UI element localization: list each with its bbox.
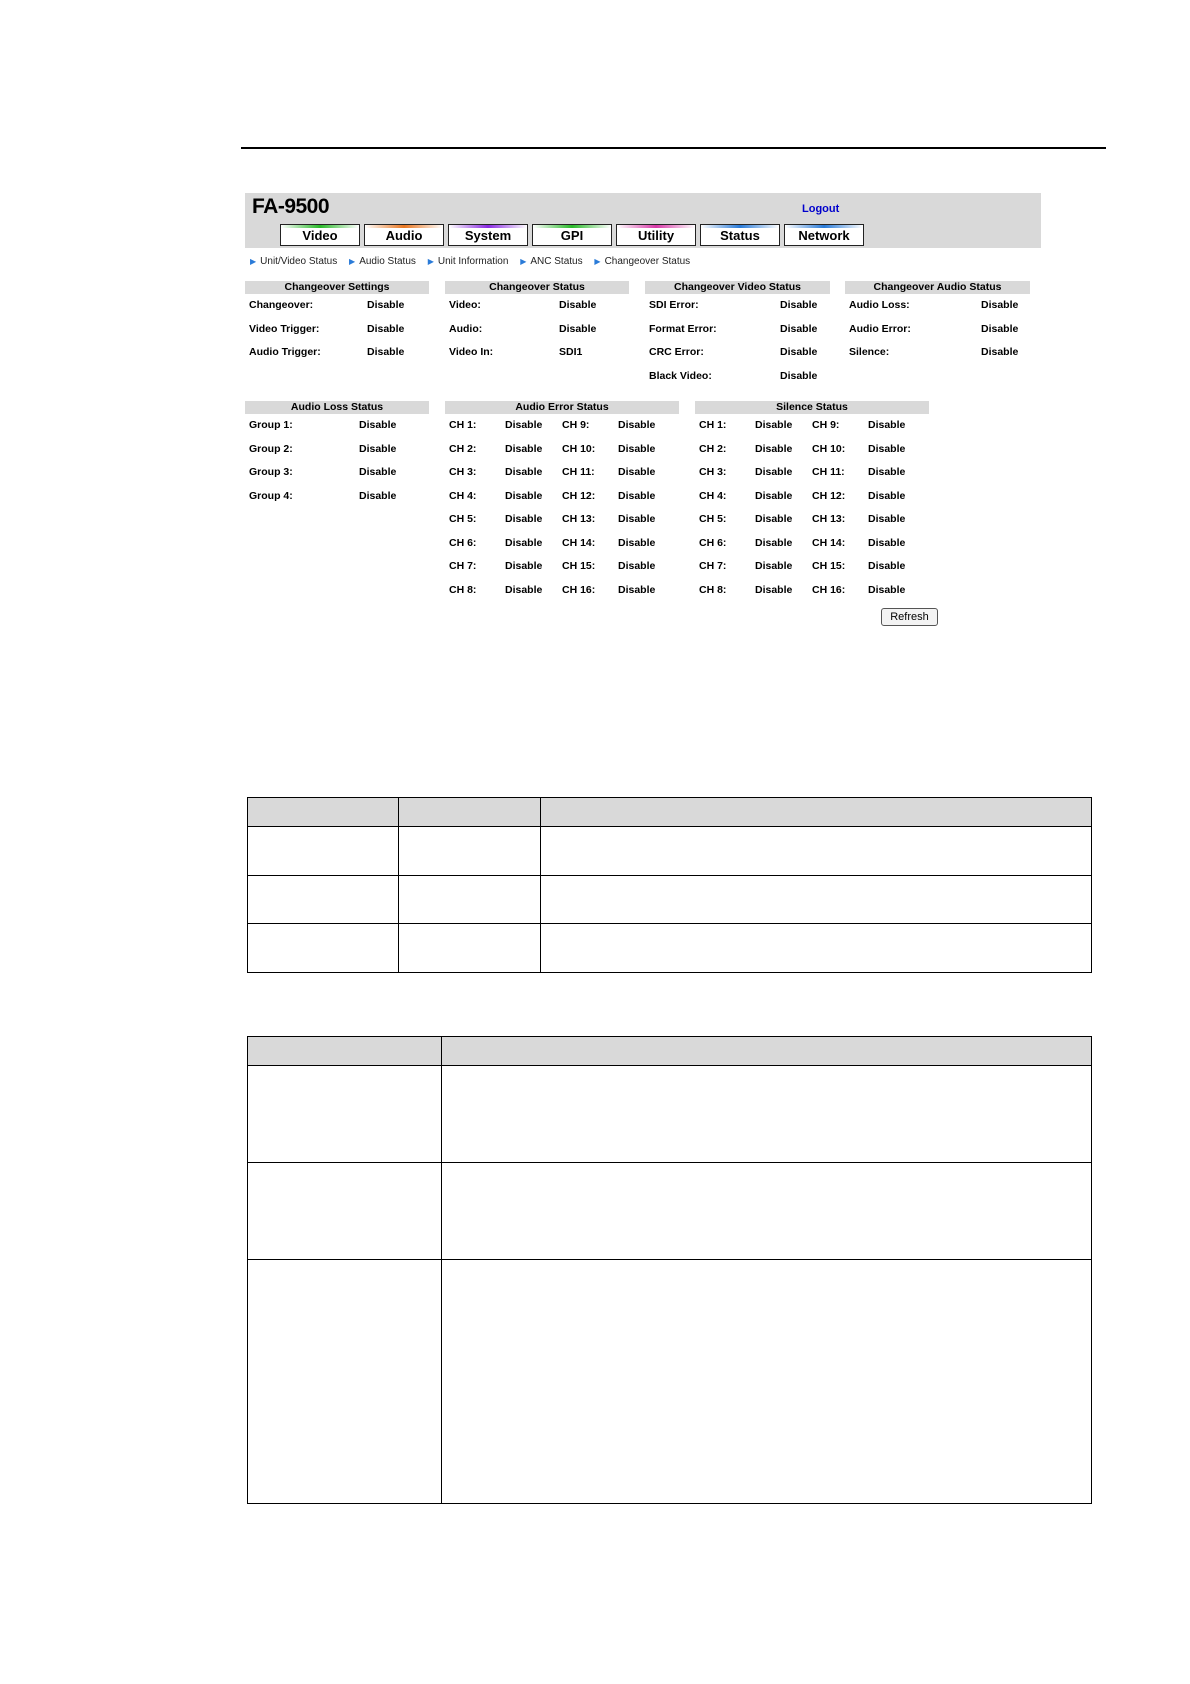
channel-value: Disable xyxy=(868,536,906,549)
triangle-right-icon: ▶ xyxy=(427,257,434,266)
channel-value: Disable xyxy=(755,489,793,502)
channel-value: Disable xyxy=(868,583,906,596)
table-row xyxy=(248,827,1092,876)
subnav-label: ANC Status xyxy=(530,256,583,267)
channel-value: Disable xyxy=(618,513,656,525)
parameter-table-1 xyxy=(247,797,1092,973)
channel-label: CH 3: xyxy=(699,466,727,478)
status-value: Disable xyxy=(559,299,597,311)
channel-label: CH 9: xyxy=(812,419,840,431)
status-value: Disable xyxy=(359,419,397,431)
table-cell xyxy=(248,1260,442,1504)
changeover-audio-status-panel xyxy=(845,281,1030,411)
channel-label: CH 4: xyxy=(699,489,727,502)
tab-label: Audio xyxy=(385,228,423,243)
channel-label: CH 13: xyxy=(562,513,596,525)
channel-value: Disable xyxy=(618,583,656,596)
triangle-right-icon: ▶ xyxy=(250,257,257,266)
status-value: Disable xyxy=(780,299,818,311)
tab-label: Video xyxy=(302,228,338,243)
channel-value: Disable xyxy=(505,419,543,431)
status-label: Audio: xyxy=(449,322,483,335)
table-header-row xyxy=(248,798,1092,827)
channel-label: CH 15: xyxy=(562,560,596,572)
table-row xyxy=(248,924,1092,973)
channel-value: Disable xyxy=(618,442,656,455)
tab-label: System xyxy=(464,228,512,243)
tab-audio[interactable] xyxy=(364,224,444,246)
tab-label: Network xyxy=(798,228,850,243)
panel-title: Changeover Settings xyxy=(245,281,429,294)
channel-value: Disable xyxy=(755,466,793,478)
panel-title: Silence Status xyxy=(695,401,929,414)
channel-value: Disable xyxy=(505,489,543,502)
channel-value: Disable xyxy=(618,489,656,502)
model-name: FA-9500 xyxy=(252,195,330,218)
channel-value: Disable xyxy=(618,560,656,572)
changeover-settings-panel xyxy=(245,281,429,411)
status-value: Disable xyxy=(359,489,397,502)
channel-label: CH 7: xyxy=(699,560,727,572)
status-label: Group 4: xyxy=(249,489,293,502)
channel-label: CH 15: xyxy=(812,560,846,572)
channel-label: CH 2: xyxy=(449,442,477,455)
channel-label: CH 1: xyxy=(449,419,477,431)
subnav-label: Unit Information xyxy=(437,256,509,267)
status-value: Disable xyxy=(559,322,597,335)
channel-label: CH 4: xyxy=(449,489,477,502)
tab-label: Status xyxy=(720,228,760,243)
status-label: Group 2: xyxy=(249,442,293,455)
parameter-table-2 xyxy=(247,1036,1092,1504)
channel-value: Disable xyxy=(755,583,793,596)
table-cell xyxy=(541,876,1092,924)
page-header-rule xyxy=(241,147,1106,149)
status-label: CRC Error: xyxy=(649,346,704,358)
table-header-cell xyxy=(541,798,1092,827)
status-value: Disable xyxy=(780,322,818,335)
status-label: Audio Loss: xyxy=(849,299,910,311)
channel-value: Disable xyxy=(618,419,656,431)
channel-value: Disable xyxy=(868,466,906,478)
channel-value: Disable xyxy=(505,560,543,572)
table-header-cell xyxy=(442,1037,1092,1066)
status-label: Black Video: xyxy=(649,369,712,382)
channel-label: CH 13: xyxy=(812,513,846,525)
table-cell xyxy=(399,876,541,924)
channel-value: Disable xyxy=(868,489,906,502)
channel-value: Disable xyxy=(505,442,543,455)
table-row xyxy=(248,1066,1092,1163)
channel-value: Disable xyxy=(868,513,906,525)
table-cell xyxy=(248,876,399,924)
status-label: Video: xyxy=(449,299,481,311)
table-cell xyxy=(541,827,1092,876)
channel-label: CH 12: xyxy=(562,489,596,502)
status-label: Group 3: xyxy=(249,466,293,478)
tab-system[interactable] xyxy=(448,224,528,246)
channel-value: Disable xyxy=(505,513,543,525)
table-row xyxy=(248,876,1092,924)
status-value: SDI1 xyxy=(559,346,583,358)
table-header-cell xyxy=(248,1037,442,1066)
status-value: Disable xyxy=(780,369,818,382)
status-value: Disable xyxy=(780,346,818,358)
triangle-right-icon: ▶ xyxy=(349,257,356,266)
channel-value: Disable xyxy=(755,442,793,455)
table-cell xyxy=(248,924,399,973)
channel-label: CH 6: xyxy=(699,536,727,549)
channel-label: CH 14: xyxy=(812,536,846,549)
status-value: Disable xyxy=(367,346,405,358)
table-cell xyxy=(399,924,541,973)
channel-label: CH 8: xyxy=(699,583,727,596)
status-label: Changeover: xyxy=(249,299,314,311)
table-cell xyxy=(541,924,1092,973)
panel-title: Changeover Video Status xyxy=(645,281,830,294)
changeover-video-status-panel xyxy=(645,281,830,411)
silence-status-panel xyxy=(695,401,929,611)
table-header-row xyxy=(248,1037,1092,1066)
channel-value: Disable xyxy=(755,536,793,549)
audio-loss-status-panel xyxy=(245,401,429,531)
status-label: SDI Error: xyxy=(649,299,699,311)
status-subnav xyxy=(250,256,699,267)
tab-video[interactable] xyxy=(280,224,360,246)
channel-label: CH 10: xyxy=(812,442,846,455)
panel-title: Changeover Audio Status xyxy=(845,281,1030,294)
channel-value: Disable xyxy=(755,419,793,431)
channel-label: CH 16: xyxy=(562,583,596,596)
subnav-label: Changeover Status xyxy=(604,256,691,267)
tab-gpi[interactable] xyxy=(532,224,612,246)
channel-value: Disable xyxy=(505,466,543,478)
table-header-cell xyxy=(248,798,399,827)
triangle-right-icon: ▶ xyxy=(520,257,527,266)
channel-label: CH 14: xyxy=(562,536,596,549)
channel-label: CH 5: xyxy=(699,513,727,525)
tab-utility[interactable] xyxy=(616,224,696,246)
status-label: Group 1: xyxy=(249,419,293,431)
channel-value: Disable xyxy=(755,513,793,525)
status-label: Audio Trigger: xyxy=(249,346,321,358)
ui-header xyxy=(245,193,1041,248)
channel-value: Disable xyxy=(618,536,656,549)
channel-value: Disable xyxy=(868,560,906,572)
channel-value: Disable xyxy=(505,536,543,549)
channel-label: CH 11: xyxy=(812,466,845,478)
subnav-label: Audio Status xyxy=(359,256,416,267)
subnav-label: Unit/Video Status xyxy=(260,256,338,267)
status-value: Disable xyxy=(981,299,1019,311)
status-value: Disable xyxy=(367,299,405,311)
channel-value: Disable xyxy=(868,419,906,431)
subnav-unit-video-status[interactable] xyxy=(250,256,337,267)
panel-title: Audio Loss Status xyxy=(245,401,429,414)
table-header-cell xyxy=(399,798,541,827)
status-value: Disable xyxy=(367,322,405,335)
panel-title: Audio Error Status xyxy=(445,401,679,414)
tab-label: GPI xyxy=(560,228,584,243)
table-cell xyxy=(399,827,541,876)
tab-label: Utility xyxy=(637,228,675,243)
channel-label: CH 11: xyxy=(562,466,595,478)
table-cell xyxy=(248,1066,442,1163)
refresh-button[interactable]: Refresh xyxy=(881,608,938,626)
changeover-status-panel xyxy=(445,281,629,411)
channel-label: CH 7: xyxy=(449,560,477,572)
web-ui-screenshot xyxy=(245,193,1041,633)
tab-network[interactable] xyxy=(784,224,864,246)
panel-title: Changeover Status xyxy=(445,281,629,294)
status-label: Silence: xyxy=(849,346,890,358)
channel-value: Disable xyxy=(618,466,656,478)
channel-label: CH 10: xyxy=(562,442,596,455)
subnav-audio-status[interactable] xyxy=(349,256,416,267)
status-label: Audio Error: xyxy=(849,322,911,335)
tab-status[interactable] xyxy=(700,224,780,246)
logout-link[interactable]: Logout xyxy=(802,203,840,215)
channel-label: CH 2: xyxy=(699,442,727,455)
triangle-right-icon: ▶ xyxy=(594,257,601,266)
channel-label: CH 5: xyxy=(449,513,477,525)
table-cell xyxy=(442,1163,1092,1260)
channel-label: CH 6: xyxy=(449,536,477,549)
subnav-changeover-status[interactable] xyxy=(594,256,690,267)
status-label: Video In: xyxy=(449,346,494,358)
status-value: Disable xyxy=(359,466,397,478)
channel-label: CH 16: xyxy=(812,583,846,596)
channel-value: Disable xyxy=(868,442,906,455)
channel-label: CH 1: xyxy=(699,419,727,431)
channel-value: Disable xyxy=(505,583,543,596)
audio-error-status-panel xyxy=(445,401,679,611)
subnav-anc-status[interactable] xyxy=(520,256,582,267)
status-label: Format Error: xyxy=(649,322,717,335)
status-value: Disable xyxy=(981,322,1019,335)
channel-label: CH 9: xyxy=(562,419,590,431)
channel-label: CH 3: xyxy=(449,466,477,478)
channel-label: CH 8: xyxy=(449,583,477,596)
status-value: Disable xyxy=(359,442,397,455)
channel-value: Disable xyxy=(755,560,793,572)
table-cell xyxy=(442,1066,1092,1163)
table-cell xyxy=(248,827,399,876)
status-label: Video Trigger: xyxy=(249,322,320,335)
table-cell xyxy=(248,1163,442,1260)
channel-label: CH 12: xyxy=(812,489,846,502)
table-row xyxy=(248,1260,1092,1504)
status-value: Disable xyxy=(981,346,1019,358)
table-row xyxy=(248,1163,1092,1260)
subnav-unit-information[interactable] xyxy=(428,256,509,267)
table-cell xyxy=(442,1260,1092,1504)
